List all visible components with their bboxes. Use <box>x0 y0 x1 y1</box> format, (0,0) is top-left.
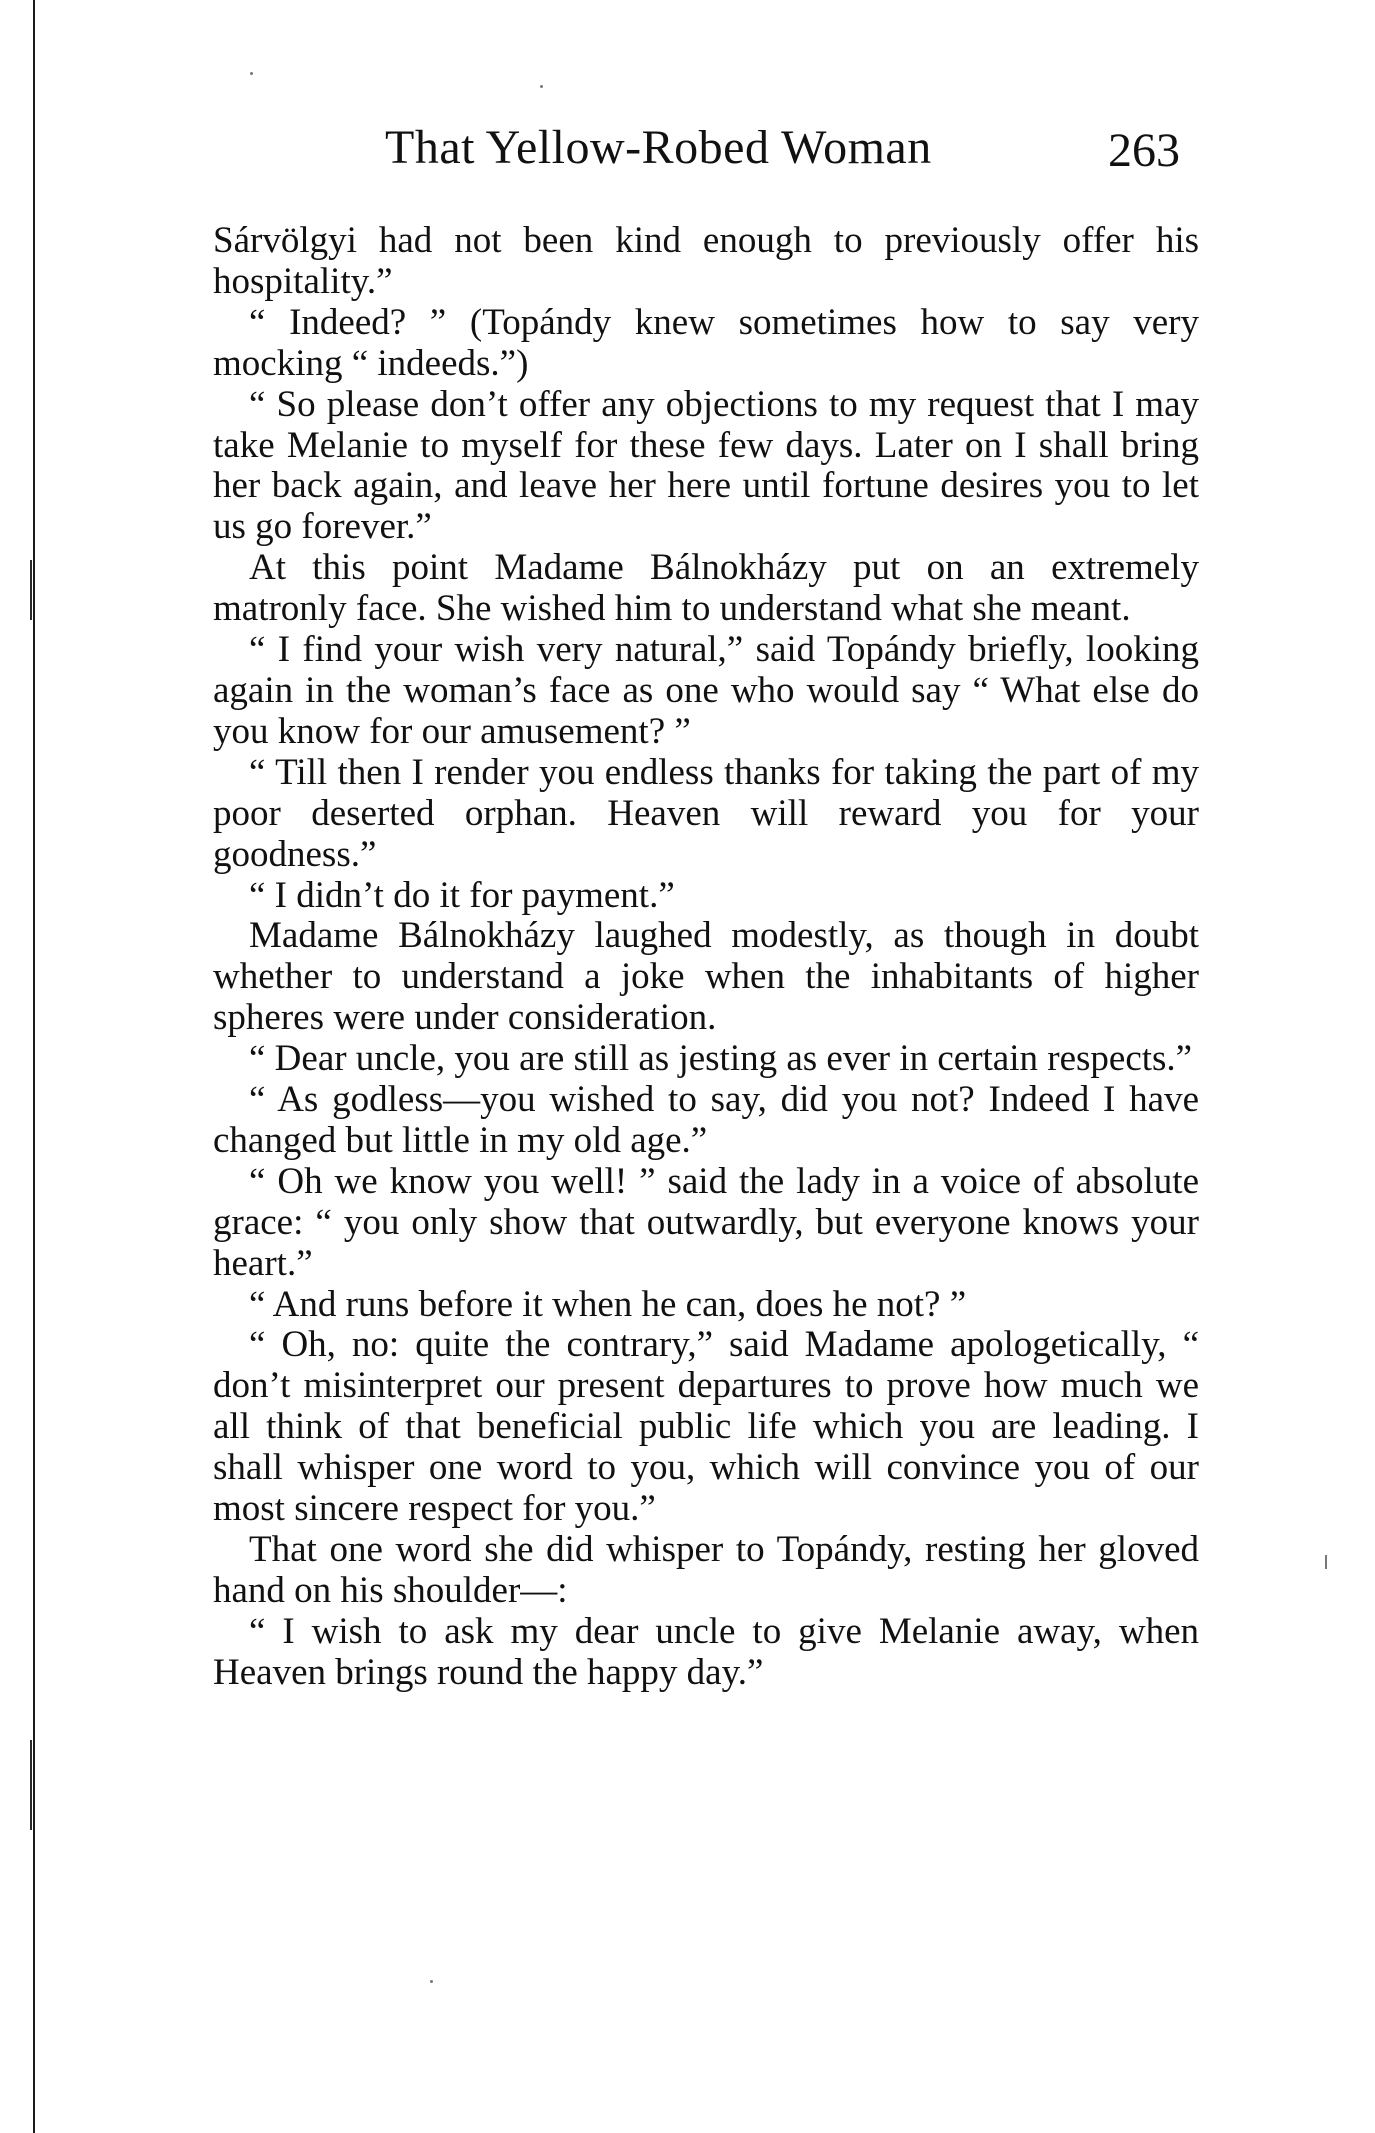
paper-speck <box>250 72 253 75</box>
paragraph: “ Dear uncle, you are still as jesting as ever in certain respects.” <box>249 1038 1193 1080</box>
paragraph: “ Oh we know you well! ” said the lady in a voice of absolute grace: “ you only show that outwardly, but everyone knows your heart.” <box>213 1160 1199 1284</box>
page-number: 263 <box>1108 124 1180 177</box>
paragraph: “ I find your wish very natural,” said Topándy briefly, looking again in the woman’s face as one who would say “ What else do you know for our amusement? ” <box>213 629 1199 752</box>
paper-speck <box>430 1980 433 1983</box>
paper-speck <box>1325 1555 1327 1569</box>
paragraph: Madame Bálnokházy laughed modestly, as though in doubt whether to understand a joke when the inhabitants of higher spheres were under consideration. <box>213 915 1199 1039</box>
paragraph: “ I wish to ask my dear uncle to give Melanie away, when Heaven brings round the happy day.” <box>213 1610 1199 1693</box>
body-text <box>213 221 1199 1694</box>
paragraph: Sárvölgyi had not been kind enough to previously offer his hospitality.” <box>213 220 1199 302</box>
binding-edge-line <box>33 0 35 2133</box>
binding-edge-mark <box>30 1740 32 1830</box>
paragraph: “ So please don’t offer any objections to my request that I may take Melanie to myself for these few days. Later on I shall bring her back again, and leave her here until fortune desires you to let us go forever.” <box>213 383 1199 548</box>
paragraph: That one word she did whisper to Topándy, resting her gloved hand on his shoulder—: <box>213 1529 1199 1611</box>
paragraph: At this point Madame Bálnokházy put on an extremely matronly face. She wished him to understand what she meant. <box>213 547 1199 630</box>
paragraph: “ And runs before it when he can, does he not? ” <box>249 1283 967 1325</box>
binding-edge-mark <box>30 560 32 620</box>
paragraph: “ As godless—you wished to say, did you not? Indeed I have changed but little in my old age.” <box>213 1079 1199 1161</box>
running-head-title: That Yellow-Robed Woman <box>385 121 932 174</box>
paragraph: “ Oh, no: quite the contrary,” said Madame apologetically, “ don’t misinterpret our present departures to prove how much we all think of that beneficial public life which you are leading. I shall whisper one word to you, which will convince you of our most sincere respect for you.” <box>213 1324 1199 1530</box>
paragraph: “ Till then I render you endless thanks for taking the part of my poor deserted orphan. Heaven will reward you for your goodness.” <box>213 751 1199 875</box>
paragraph: “ Indeed? ” (Topándy knew sometimes how to say very mocking “ indeeds.”) <box>213 301 1199 384</box>
paper-speck <box>540 85 543 88</box>
paragraph: “ I didn’t do it for payment.” <box>249 874 675 916</box>
